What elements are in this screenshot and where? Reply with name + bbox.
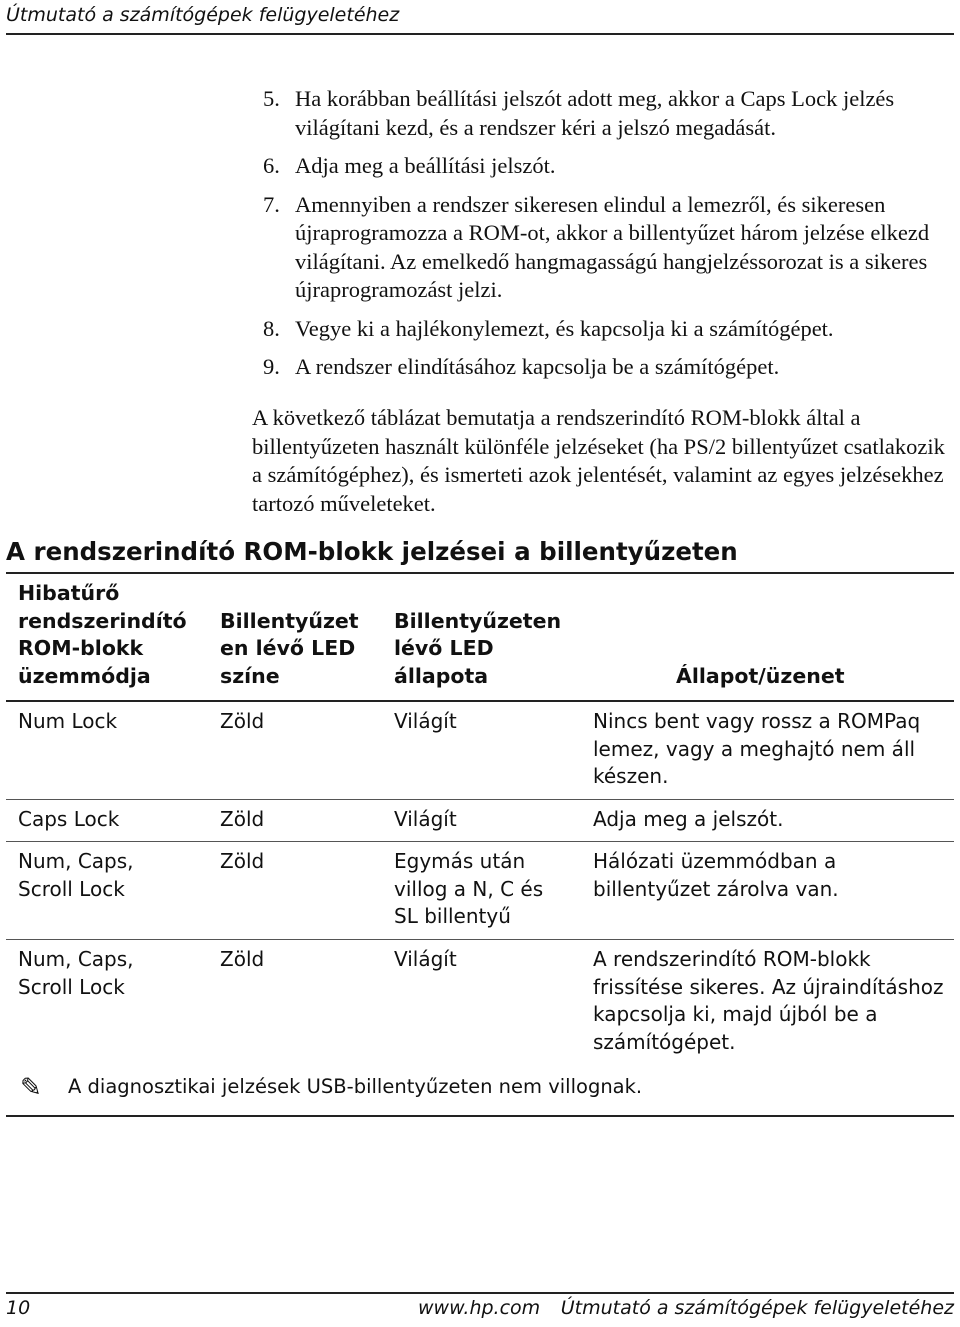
footer-rule [6, 1292, 954, 1294]
step-item [263, 315, 953, 344]
step-number: 5. [263, 86, 280, 111]
table-note [6, 1063, 954, 1117]
step-number: 9. [263, 354, 280, 379]
cell-color: Zöld [220, 947, 265, 971]
cell-message: A rendszerindító ROM-blokk frissítése sikeres. Az újraindításhoz kapcsolja ki, majd újból be a számítógépet. [593, 947, 944, 1054]
footer-url: www.hp.com [418, 1297, 541, 1319]
cell-message: Adja meg a jelszót. [593, 807, 784, 831]
cell-state: Világít [394, 947, 457, 971]
header-status: Állapot/üzenet [676, 663, 845, 688]
step-number: 6. [263, 153, 280, 178]
step-item [263, 85, 953, 142]
footer-title: Útmutató a számítógépek felügyeletéhez [560, 1297, 954, 1319]
running-header: Útmutató a számítógépek felügyeletéhez [6, 4, 400, 26]
title-rule [6, 572, 954, 574]
table-row [6, 940, 954, 1063]
cell-mode: Num Lock [18, 709, 118, 733]
step-number: 8. [263, 315, 280, 341]
step-text: A rendszer elindításához kapcsolja be a számítógépet. [295, 354, 780, 379]
step-item [263, 353, 953, 382]
cell-message: Nincs bent vagy rossz a ROMPaq lemez, vagy a meghajtó nem áll készen. [593, 709, 921, 788]
cell-state: Egymás után villog a N, C és SL billentyű [394, 849, 544, 928]
header-rule [6, 33, 954, 35]
header-led-state: Billentyűzeten lévő LED állapota [394, 608, 562, 688]
step-text: Amennyiben a rendszer sikeresen elindul a lemezről, és sikeresen újraprogramozza a ROM-ot, akkor a billentyűzet három jelzése elkezd világítani. Az emelkedő hangmagasságú hangjelzéssorozat is a sikeres újraprogramozást jelzi. [295, 191, 930, 302]
cell-mode: Num, Caps, Scroll Lock [18, 849, 134, 901]
table-title: A rendszerindító ROM-blokk jelzései a billentyűzeten [6, 537, 738, 566]
step-list [263, 85, 953, 392]
note-text: A diagnosztikai jelzések USB-billentyűzeten nem villognak. [68, 1075, 643, 1098]
table-row [6, 842, 954, 940]
cell-mode: Num, Caps, Scroll Lock [18, 947, 134, 999]
step-item [263, 152, 953, 181]
cell-mode: Caps Lock [18, 807, 120, 831]
table-row [6, 702, 954, 800]
cell-message: Hálózati üzemmódban a billentyűzet zárolva van. [593, 849, 839, 901]
table-row [6, 800, 954, 842]
page-number: 10 [6, 1297, 31, 1319]
signal-table [6, 582, 954, 1117]
cell-color: Zöld [220, 849, 265, 873]
pencil-icon: ✎ [20, 1073, 42, 1103]
cell-state: Világít [394, 709, 457, 733]
header-mode: Hibatűrő rendszerindító ROM-blokk üzemmódja [18, 581, 187, 688]
header-led-color: Billentyűzet en lévő LED színe [220, 608, 359, 688]
step-item [263, 191, 953, 305]
cell-state: Világít [394, 807, 457, 831]
step-text: Ha korábban beállítási jelszót adott meg, akkor a Caps Lock jelzés világítani kezd, és a rendszer kéri a jelszó megadását. [295, 86, 895, 140]
cell-color: Zöld [220, 709, 265, 733]
step-number: 7. [263, 191, 280, 217]
step-text: Adja meg a beállítási jelszót. [295, 153, 556, 178]
table-header [6, 582, 954, 702]
cell-color: Zöld [220, 807, 265, 831]
step-text: Vegye ki a hajlékonylemezt, és kapcsolja ki a számítógépet. [295, 315, 834, 341]
intro-paragraph: A következő táblázat bemutatja a rendszerindító ROM-blokk által a billentyűzeten használt különféle jelzéseket (ha PS/2 billentyűzet csatlakozik a számítógéphez), és ismerteti azok jelentését, valamint az egyes jelzésekhez tartozó műveleteket. [252, 405, 945, 516]
